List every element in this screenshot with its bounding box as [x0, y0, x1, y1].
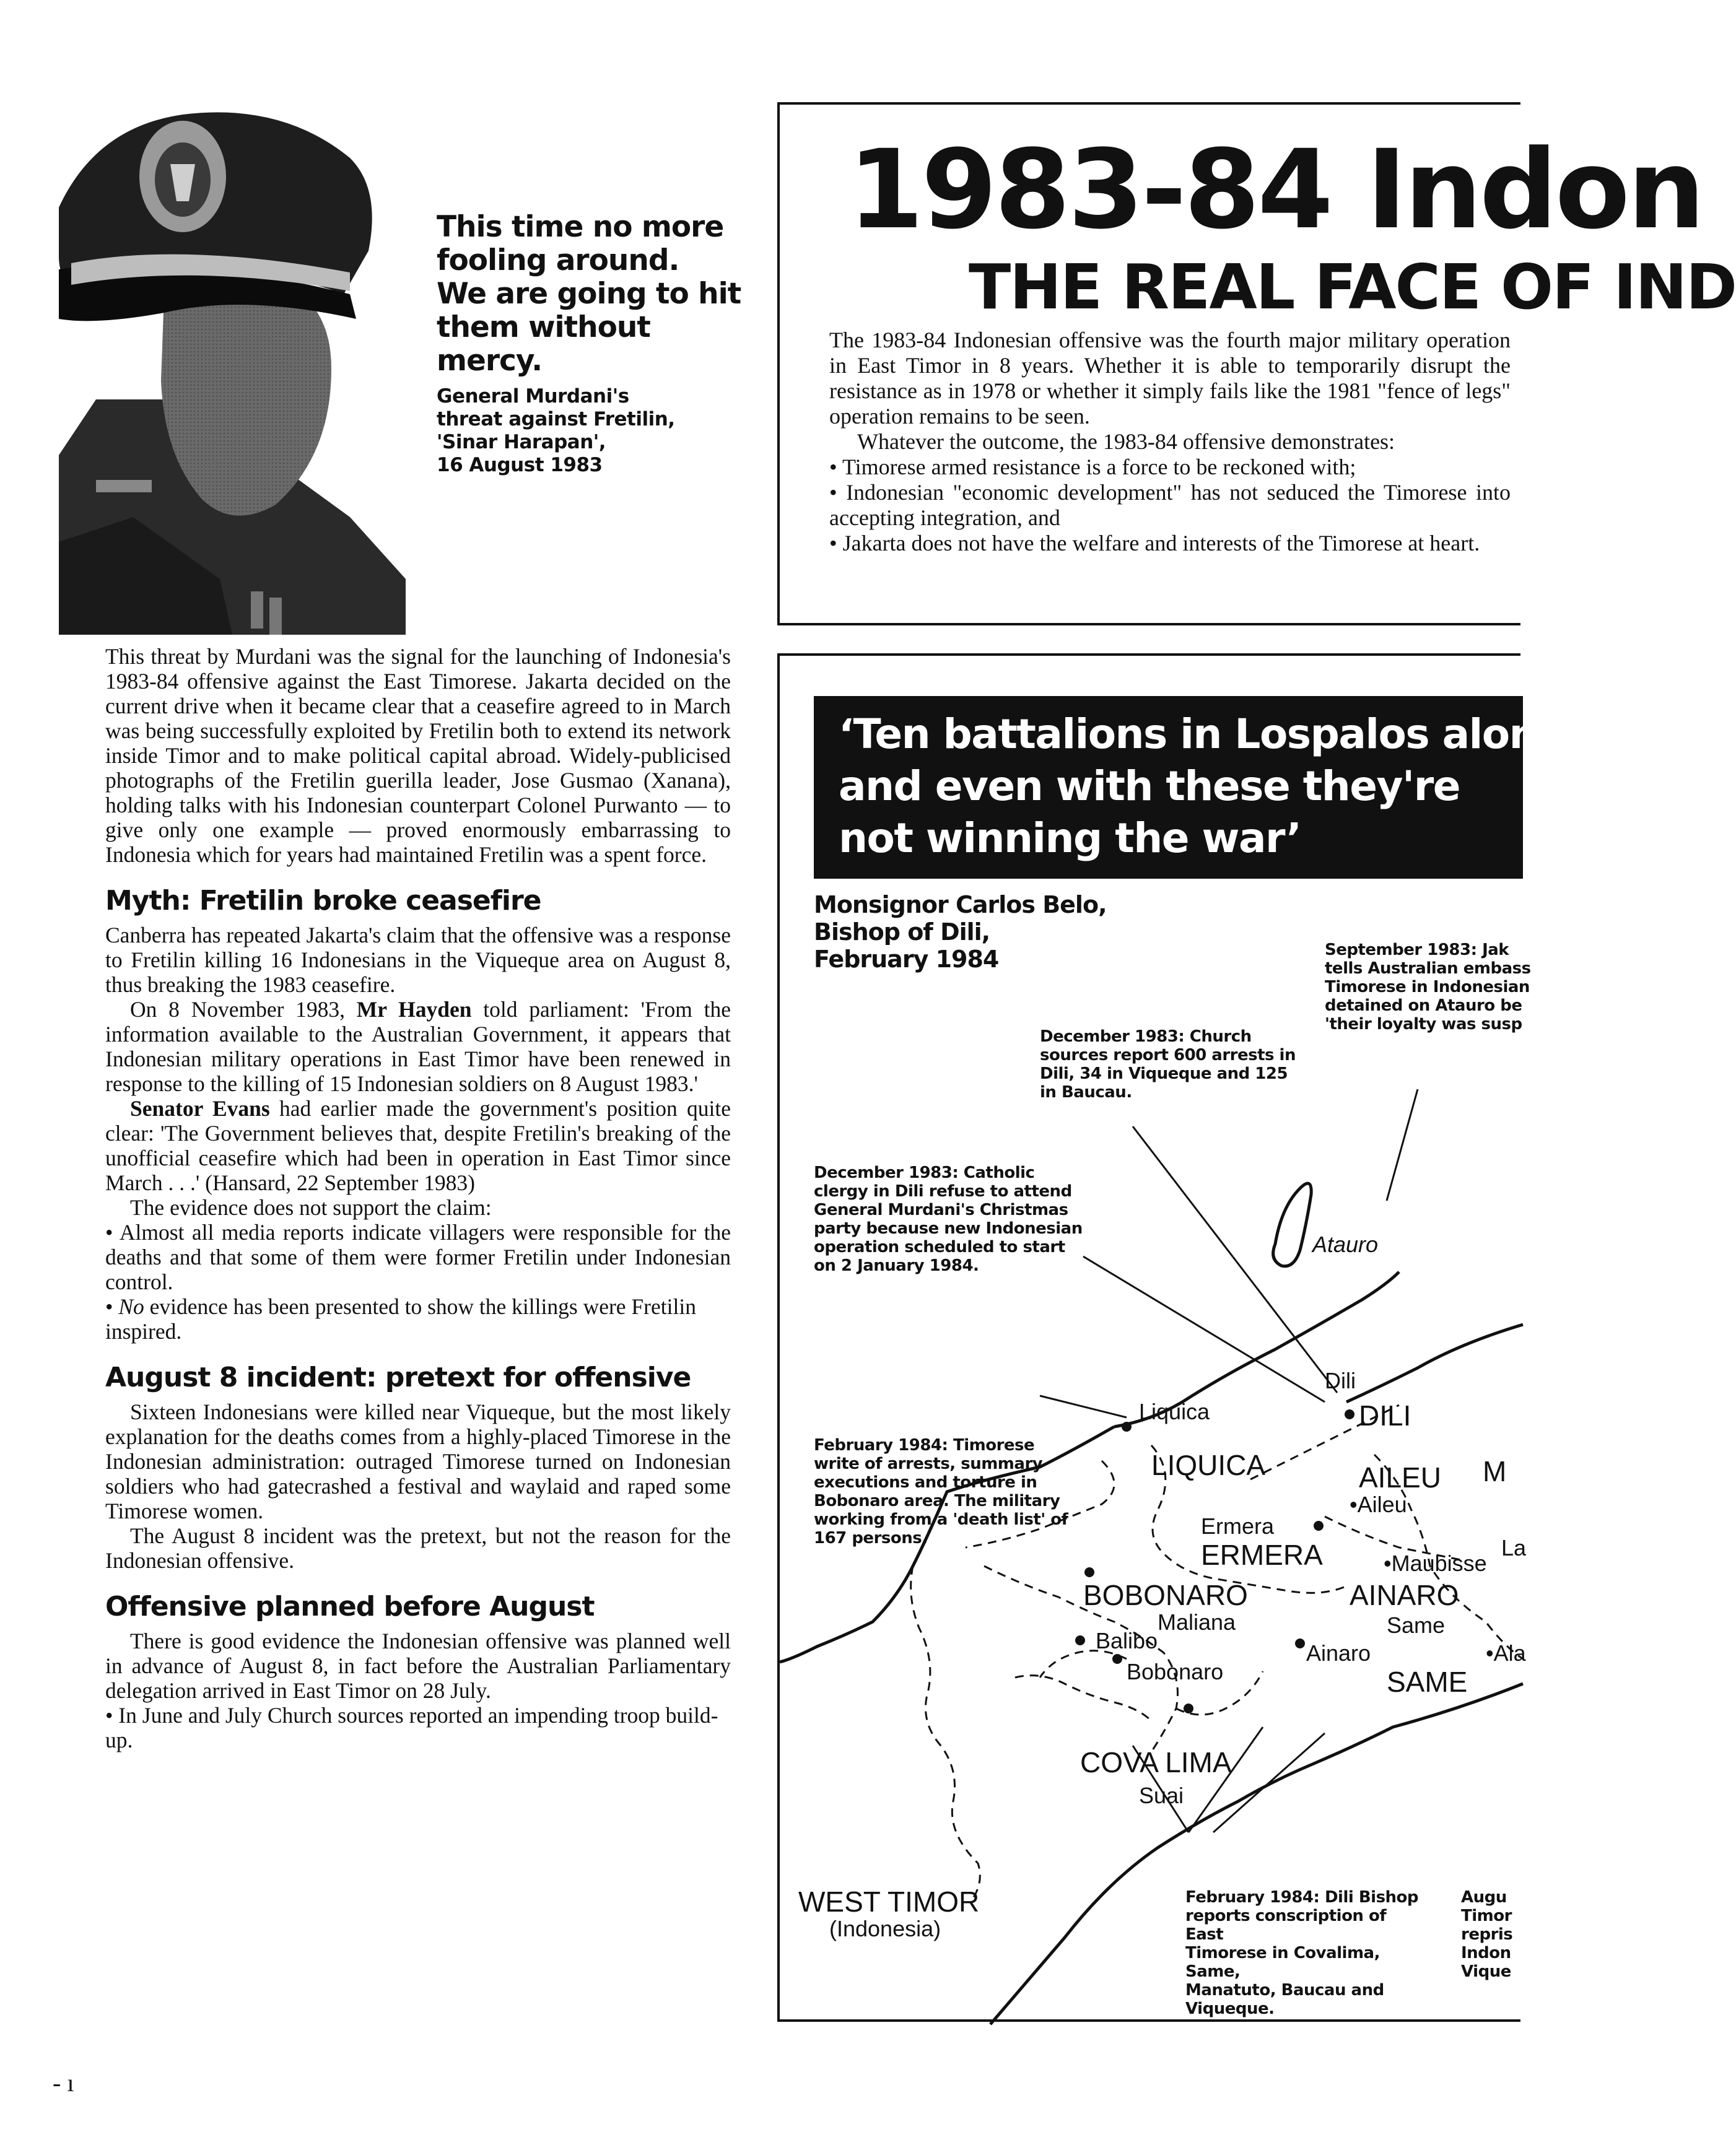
annotation-line: on 2 January 1984.	[814, 1256, 979, 1275]
place-liquica: LIQUICA	[1151, 1449, 1266, 1481]
main-headline: 1983-84 Indon	[848, 126, 1703, 253]
town-dot	[1122, 1422, 1132, 1432]
article-paragraph: This threat by Murdani was the signal for the launching of Indonesia's 1983-84 offensive against the East Timorese. Jakarta decided on the current drive when it became clear that a ceasefire agreed to in March was being successfully exploited by Fretilin both to extend its network inside Timor and to make political capital abroad. Widely-publicised photographs of the Fretilin guerilla leader, Jose Gusmao (Xanana), holding talks with his Indonesian counterpart Colonel Purwanto — to give only one example — proved enormously embarrassing to Indonesia which for years had maintained Fretilin was a spent force.	[105, 644, 731, 867]
place-alas: •Ala	[1486, 1640, 1526, 1666]
annotation-line: Timorese in Indonesian	[1325, 978, 1530, 996]
annotation-line: Timorese in Covalima, Same,	[1185, 1944, 1380, 1981]
place-balibo: Balibo	[1096, 1628, 1158, 1653]
attribution-line: Monsignor Carlos Belo,	[814, 891, 1107, 918]
intro-text	[829, 328, 1511, 556]
annotation-line	[814, 1436, 1074, 1455]
place-dili: DILI	[1359, 1399, 1411, 1432]
annotation-text: Dili Bishop	[1319, 1888, 1419, 1907]
article-paragraph	[105, 1096, 731, 1195]
annotation-feb-1984-bobonaro	[814, 1436, 1074, 1547]
name-senator-evans: Senator Evans	[130, 1096, 270, 1121]
section-heading: Offensive planned before August	[105, 1591, 595, 1622]
attribution-line: February 1984	[814, 946, 999, 973]
banner-attribution	[814, 891, 1107, 973]
annotation-line: sources report 600 arrests in	[1040, 1046, 1296, 1064]
leader-line	[1040, 1396, 1127, 1417]
annotation-dec-1983-clergy	[814, 1164, 1099, 1275]
district-border	[1040, 1651, 1127, 1678]
article-body	[105, 644, 731, 1752]
town-dot	[1084, 1567, 1094, 1577]
section-heading: Myth: Fretilin broke ceasefire	[105, 885, 541, 916]
text-run: •	[105, 1294, 119, 1319]
sub-headline: THE REAL FACE OF IND	[969, 251, 1736, 323]
banner-line: ‘Ten battalions in Lospalos alone,	[839, 710, 1579, 758]
annotation-line	[1185, 1888, 1421, 1907]
annotation-sep-1983	[1325, 941, 1531, 1034]
town-dot	[1295, 1639, 1305, 1648]
annotation-line: Viqueque.	[1185, 2000, 1275, 2018]
annotation-line: reports conscription of East	[1185, 1907, 1387, 1944]
annotation-line: detained on Atauro be	[1325, 996, 1522, 1015]
town-dot	[1075, 1635, 1085, 1645]
town-dot	[1345, 1409, 1354, 1419]
page-folio: - ı	[53, 2069, 74, 2097]
annotation-line: Bobonaro area. The military	[814, 1492, 1060, 1510]
leader-line	[1189, 1727, 1263, 1832]
intro-bullet: • Timorese armed resistance is a force to be reckoned with;	[829, 455, 1356, 479]
annotation-line: 'their loyalty was susp	[1325, 1015, 1522, 1034]
quote-line: This time no more	[437, 210, 724, 244]
annotation-line	[814, 1164, 1099, 1182]
banner-line: not winning the war’	[839, 814, 1301, 862]
intro-bullet: • Indonesian "economic development" has not seduced the Timorese into accepting integration, and	[829, 480, 1511, 530]
section-heading: August 8 incident: pretext for offensive	[105, 1362, 691, 1393]
annotation-line: repris	[1461, 1925, 1513, 1944]
annotation-line	[1325, 941, 1523, 959]
place-same: SAME	[1387, 1666, 1468, 1698]
annotation-line: Manatuto, Baucau and	[1185, 1981, 1384, 2000]
place-m-region: M	[1483, 1455, 1507, 1487]
atauro-island	[1273, 1183, 1312, 1266]
annotation-feb-1984-conscription	[1185, 1888, 1421, 2018]
place-ermera: ERMERA	[1201, 1539, 1323, 1571]
attribution-line: 'Sinar Harapan',	[437, 431, 606, 453]
annotation-date: February 1984:	[1185, 1888, 1320, 1907]
article-paragraph	[105, 997, 731, 1096]
place-la: La	[1501, 1535, 1527, 1560]
place-bobonaro-town: Bobonaro	[1127, 1659, 1224, 1684]
annotation-line: Dili, 34 in Viqueque and 125	[1040, 1064, 1288, 1083]
text-run: evidence has been presented to show the killings were Fretilin inspired.	[105, 1294, 696, 1344]
place-maliana: Maliana	[1158, 1609, 1236, 1635]
annotation-line: executions and torture in	[814, 1473, 1037, 1492]
intro-paragraph: Whatever the outcome, the 1983-84 offensive demonstrates:	[857, 429, 1395, 454]
article-paragraph: Canberra has repeated Jakarta's claim that the offensive was a response to Fretilin killing 16 Indonesians in the Viqueque area on August 8, thus breaking the 1983 ceasefire.	[105, 923, 731, 997]
town-dot	[1112, 1654, 1122, 1664]
annotation-line: Vique	[1461, 1962, 1511, 1981]
annotation-date: December 1983:	[814, 1164, 959, 1182]
place-ermera-town: Ermera	[1201, 1513, 1275, 1539]
town-dot	[1314, 1521, 1324, 1531]
place-dili-town: Dili	[1325, 1368, 1356, 1393]
article-paragraph: Sixteen Indonesians were killed near Viqueque, but the most likely explanation for the deaths comes from a highly-placed Timorese in the Indonesian administration: outraged Timorese turned on Indonesian soldiers who had gatecrashed a festival and waylaid and raped some Timorese women.	[105, 1399, 731, 1523]
text-run: told parliament: 'From the information available to the Australian Government, it appears that Indonesian military operations in East Timor have been renewed in response to the killing of 15 Indonesian soldiers on 8 August 1983.'	[105, 997, 731, 1096]
quote-banner	[814, 696, 1579, 879]
bullet-item: • Almost all media reports indicate villagers were responsible for the deaths and that some of them were former Fretilin under Indonesian control.	[105, 1220, 731, 1294]
intro-paragraph: The 1983-84 Indonesian offensive was the fourth major military operation in East Timor in 8 years. Whether it is able to temporarily disrupt the resistance as in 1978 or whether it simply fails like the 1981 "fence of legs" operation remains to be seen.	[829, 328, 1511, 429]
portrait-image	[59, 108, 406, 635]
annotation-date: September 1983:	[1325, 941, 1477, 959]
place-indonesia: (Indonesia)	[829, 1916, 941, 1941]
annotation-line: tells Australian embass	[1325, 959, 1531, 978]
bullet-item: • In June and July Church sources reported an impending troop build-up.	[105, 1703, 718, 1752]
place-aileu-town: •Aileu	[1350, 1492, 1407, 1517]
quote-line: fooling around.	[437, 243, 679, 277]
general-murdani-photo	[59, 108, 406, 635]
annotation-line: working from a 'death list' of	[814, 1510, 1068, 1529]
intro-bullet: • Jakarta does not have the welfare and interests of the Timorese at heart.	[829, 531, 1480, 555]
annotation-line: write of arrests, summary	[814, 1455, 1043, 1473]
emphasis-no: No	[118, 1294, 144, 1319]
annotation-line	[1040, 1027, 1306, 1046]
article-paragraph: The evidence does not support the claim:	[130, 1195, 492, 1220]
place-ainaro-town: Ainaro	[1306, 1640, 1371, 1666]
name-mr-hayden: Mr Hayden	[356, 997, 472, 1022]
attribution-line: General Murdani's	[437, 385, 629, 407]
attribution-line: Bishop of Dili,	[814, 918, 990, 946]
attribution-line: 16 August 1983	[437, 454, 603, 476]
annotation-august	[1461, 1888, 1523, 1981]
annotation-line: 167 persons.	[814, 1529, 928, 1547]
place-aileu: AILEU	[1359, 1461, 1441, 1494]
quote-line: We are going to hit	[437, 277, 741, 311]
map-box	[777, 653, 1579, 2022]
pull-quote	[437, 211, 759, 477]
text-run: had earlier made the government's position quite clear: 'The Government believes that, despite Fretilin's breaking of the unofficial ceasefire which had been in operation in East Timor since March . . .' (Hansard, 22 September 1983)	[105, 1096, 731, 1195]
annotation-text: Church	[1184, 1027, 1252, 1046]
annotation-dec-1983-arrests	[1040, 1027, 1306, 1102]
leader-line	[1387, 1089, 1418, 1201]
article-paragraph: The August 8 incident was the pretext, but not the reason for the Indonesian offensive.	[105, 1523, 731, 1573]
annotation-line: Augu	[1461, 1888, 1507, 1907]
annotation-text: Timorese	[948, 1436, 1035, 1455]
annotation-date: December 1983:	[1040, 1027, 1185, 1046]
place-atauro: Atauro	[1312, 1232, 1379, 1257]
place-maubisse: •Maubisse	[1384, 1551, 1487, 1576]
place-same-town: Same	[1387, 1613, 1446, 1638]
bullet-item	[105, 1294, 731, 1344]
annotation-text: Jak	[1482, 941, 1509, 959]
annotation-line: General Murdani's Christmas	[814, 1201, 1068, 1219]
quote-line: them without mercy.	[437, 310, 650, 378]
west-timor-border	[911, 1566, 980, 1900]
place-bobonaro: BOBONARO	[1083, 1579, 1248, 1611]
place-west-timor: WEST TIMOR	[798, 1886, 980, 1918]
headline-box	[777, 102, 1736, 625]
annotation-line: clergy in Dili refuse to attend	[814, 1182, 1072, 1201]
annotation-line: party because new Indonesian	[814, 1219, 1083, 1238]
article-paragraph: There is good evidence the Indonesian offensive was planned well in advance of August 8, in fact before the Australian Parliamentary delegation arrived in East Timor on 28 July.	[105, 1629, 731, 1703]
place-ainaro: AINARO	[1350, 1579, 1459, 1611]
annotation-line: in Baucau.	[1040, 1083, 1132, 1102]
leader-line	[1133, 1126, 1337, 1393]
place-suai: Suai	[1139, 1783, 1184, 1808]
annotation-line: Timor	[1461, 1907, 1512, 1925]
attribution-line: threat against Fretilin,	[437, 408, 675, 430]
text-run: On 8 November 1983,	[130, 997, 357, 1022]
place-cova-lima: COVA LIMA	[1080, 1746, 1232, 1778]
annotation-text: Catholic	[958, 1164, 1035, 1182]
annotation-date: February 1984:	[814, 1436, 948, 1455]
annotation-line: Indon	[1461, 1944, 1511, 1962]
banner-line: and even with these they're	[839, 762, 1460, 810]
place-liquica-town: Liquica	[1139, 1399, 1210, 1424]
town-dot	[1184, 1704, 1193, 1713]
quote-attribution	[437, 385, 759, 477]
annotation-line: operation scheduled to start	[814, 1238, 1065, 1256]
